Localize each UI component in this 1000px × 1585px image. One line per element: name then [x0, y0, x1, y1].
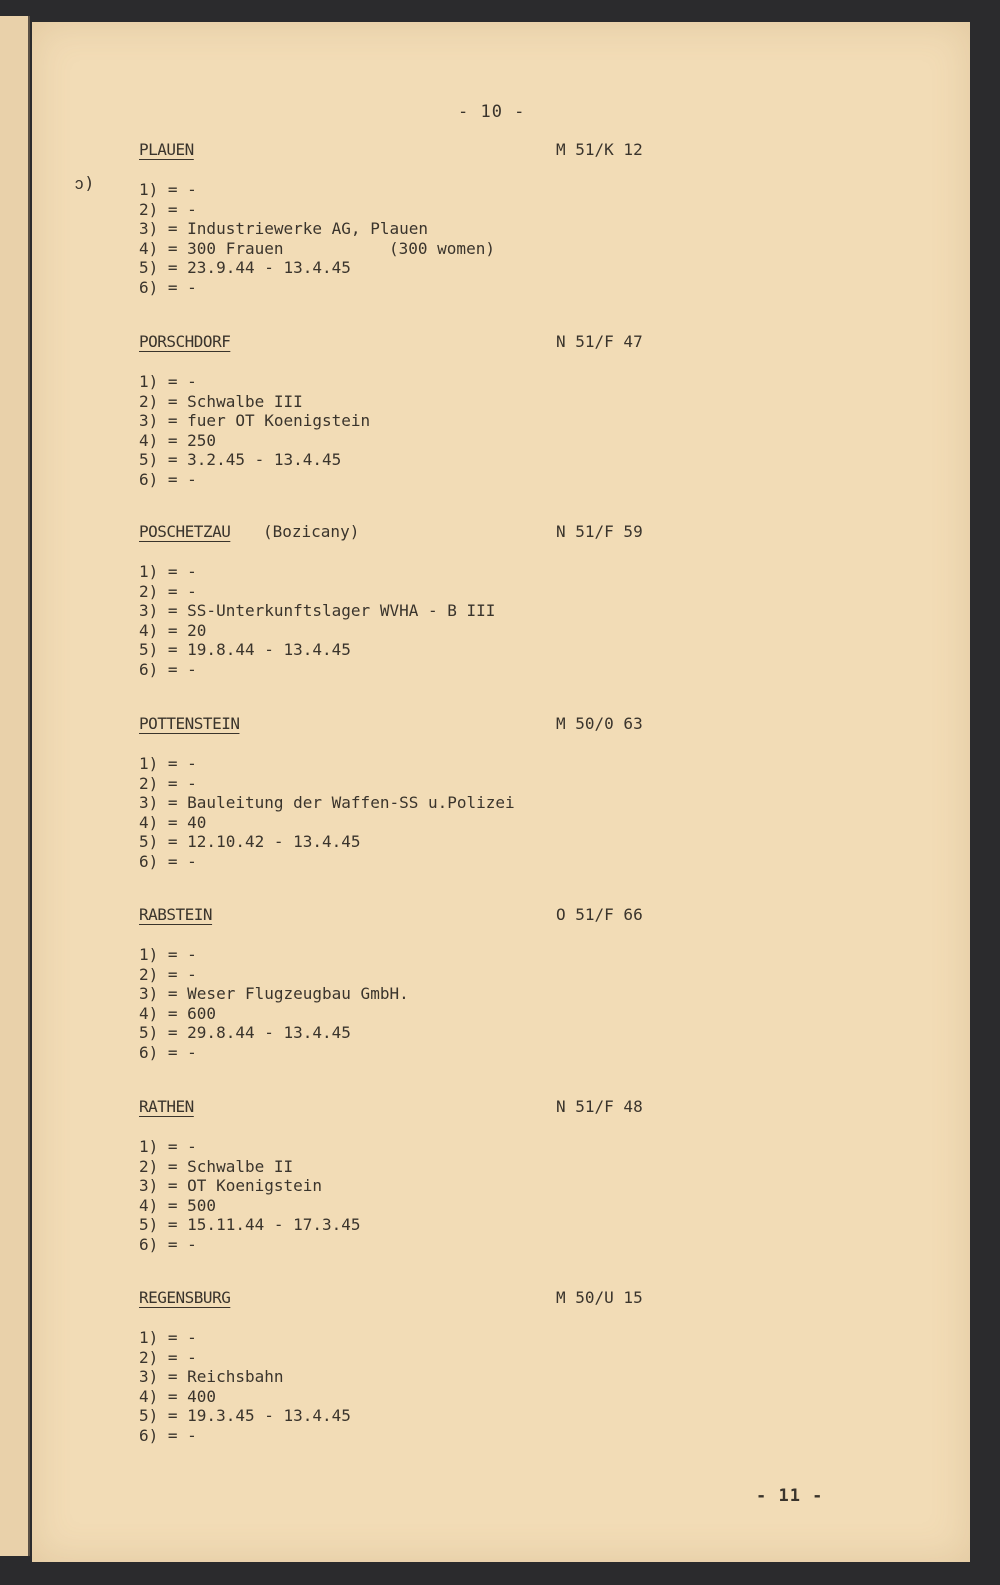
entry-line: 5) = 15.11.44 - 17.3.45: [139, 1215, 361, 1234]
entry-line: 1) = -: [139, 562, 197, 581]
entry-line: 5) = 19.8.44 - 13.4.45: [139, 640, 351, 659]
entry-line: 4) = 250: [139, 430, 217, 450]
entry-line: 2) = -: [139, 773, 197, 793]
entry-line: 4) = 400: [139, 1386, 217, 1406]
entry-line: 1) = -: [139, 1328, 197, 1347]
entry-line: 3) = Bauleitung der Waffen-SS u.Polizei: [139, 793, 515, 812]
entry-name: REGENSBURG: [139, 1288, 231, 1307]
entry-map-ref: M 50/U 15: [556, 1288, 643, 1307]
entry-line: 6) = -: [139, 469, 197, 489]
entry-line: 2) = Schwalbe II: [139, 1156, 294, 1176]
entry-line: 1) = -: [139, 1137, 197, 1156]
page-number-bottom: - 11 -: [756, 1486, 824, 1506]
entry-line: 3) = OT Koenigstein: [139, 1176, 323, 1195]
entry-line: 5) = 29.8.44 - 13.4.45: [139, 1023, 351, 1042]
entry-rathen: [139, 1097, 659, 1254]
entry-pottenstein: [139, 714, 659, 871]
entry-plauen: [139, 140, 659, 297]
entry-line: 5) = 3.2.45 - 13.4.45: [139, 450, 342, 469]
entry-line: 6) = -: [139, 1234, 197, 1254]
entry-map-ref: O 51/F 66: [556, 905, 643, 924]
entry-line: 3) = fuer OT Koenigstein: [139, 411, 371, 430]
entry-alt-name: (Bozicany): [263, 522, 360, 541]
entry-name: RATHEN: [139, 1097, 194, 1116]
entry-line: 2) = Schwalbe III: [139, 391, 303, 411]
entry-line: 1) = -: [139, 180, 197, 199]
entry-line-with-note: [139, 239, 659, 259]
entry-map-ref: N 51/F 59: [556, 522, 643, 541]
entry-line: 5) = 23.9.44 - 13.4.45: [139, 258, 351, 277]
entry-line: 3) = Weser Flugzeugbau GmbH.: [139, 984, 409, 1003]
entry-line: 5) = 19.3.45 - 13.4.45: [139, 1406, 351, 1425]
entry-line: 6) = -: [139, 1042, 197, 1062]
entry-line: 2) = -: [139, 1347, 197, 1367]
entry-name: POTTENSTEIN: [139, 714, 240, 733]
entry-rabstein: [139, 905, 659, 1062]
entry-name: PLAUEN: [139, 140, 194, 159]
entry-line: 4) = 600: [139, 1003, 217, 1023]
entry-line: 6) = -: [139, 851, 197, 871]
entry-line: 3) = Industriewerke AG, Plauen: [139, 219, 428, 238]
entry-line: 3) = SS-Unterkunftslager WVHA - B III: [139, 601, 496, 620]
entry-line: 1) = -: [139, 945, 197, 964]
document-page: [32, 22, 970, 1562]
entry-line: 6) = -: [139, 1425, 197, 1445]
entry-line: 2) = -: [139, 581, 197, 601]
entry-line: 2) = -: [139, 964, 197, 984]
entry-line: 6) = -: [139, 659, 197, 679]
entry-name: RABSTEIN: [139, 905, 213, 924]
entry-line: 4) = 40: [139, 812, 207, 832]
page-number-top: - 10 -: [458, 102, 526, 122]
entry-map-ref: N 51/F 48: [556, 1097, 643, 1116]
entry-porschdorf: [139, 332, 659, 489]
entry-map-ref: M 51/K 12: [556, 140, 643, 159]
margin-mark: ↄ): [74, 174, 95, 194]
entry-map-ref: M 50/0 63: [556, 714, 643, 733]
entry-line: 1) = -: [139, 372, 197, 391]
entry-line: 4) = 500: [139, 1195, 217, 1215]
entry-line-text: 4) = 300 Frauen: [139, 238, 284, 258]
entry-name: POSCHETZAU: [139, 522, 231, 541]
entry-line: 3) = Reichsbahn: [139, 1367, 284, 1386]
entry-name: PORSCHDORF: [139, 332, 231, 351]
entry-poschetzau: [139, 522, 659, 679]
entry-line: 1) = -: [139, 754, 197, 773]
entry-line: 2) = -: [139, 199, 197, 219]
translation-note: (300 women): [389, 238, 495, 258]
entry-line: 5) = 12.10.42 - 13.4.45: [139, 832, 361, 851]
entry-line: 6) = -: [139, 277, 197, 297]
facing-page-edge: [0, 16, 30, 1556]
entry-line: 4) = 20: [139, 620, 207, 640]
entry-regensburg: [139, 1288, 659, 1445]
entry-map-ref: N 51/F 47: [556, 332, 643, 351]
